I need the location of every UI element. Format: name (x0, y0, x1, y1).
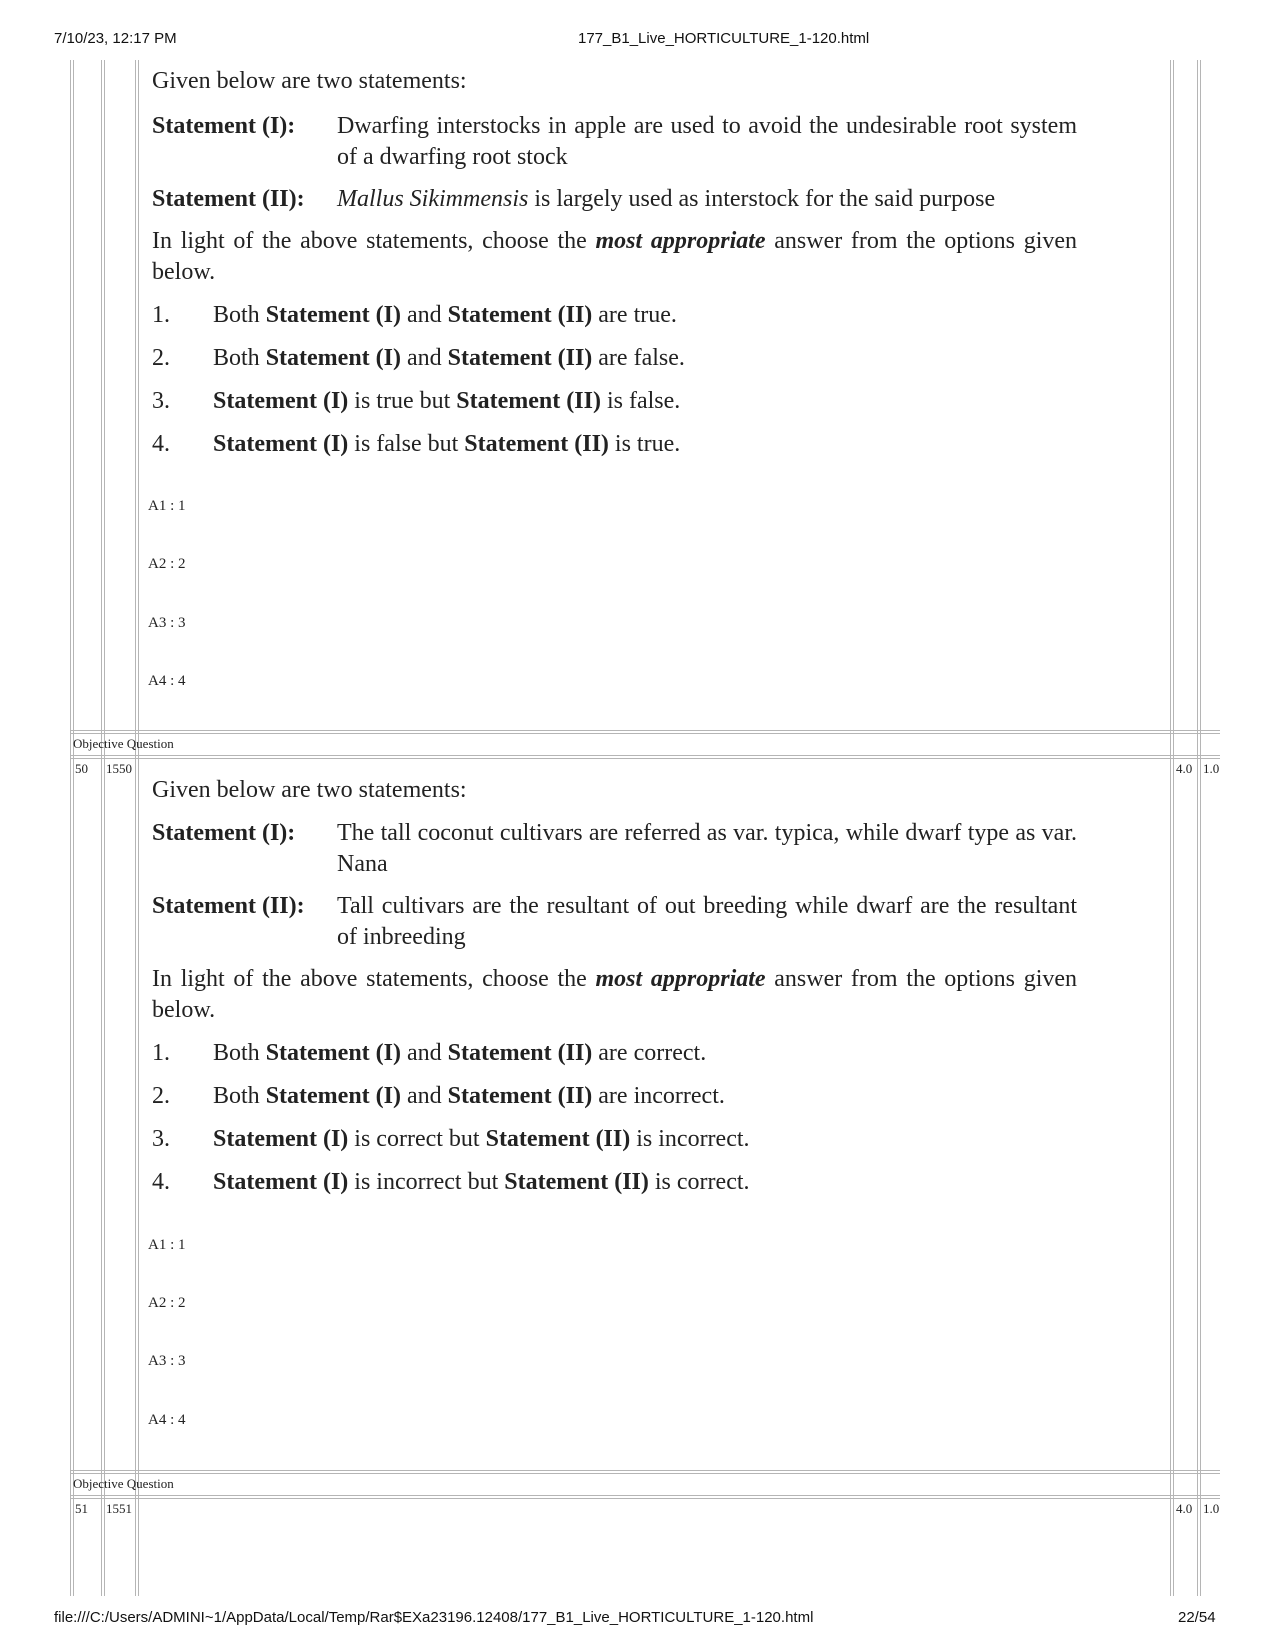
question-type-label: Objective Question (73, 736, 174, 751)
statement-2-label: Statement (II): (152, 186, 305, 212)
negative-marks: 1.0 (1203, 1501, 1220, 1516)
print-datetime: 7/10/23, 12:17 PM (54, 30, 177, 47)
negative-marks: 1.0 (1203, 761, 1220, 776)
question-type-label: Objective Question (73, 1476, 174, 1491)
answer-key-4: A4 : 4 (148, 673, 186, 689)
option-1: 1. Both Statement (I) and Statement (II) are true. (152, 302, 677, 328)
print-doc-title: 177_B1_Live_HORTICULTURE_1-120.html (578, 30, 870, 47)
question-number: 50 (75, 761, 88, 776)
question-prompt: In light of the above statements, choose the most appropriate answer from the options given below. (152, 966, 1078, 1023)
question-marks: 4.0 (1176, 1501, 1193, 1516)
statement-1-label: Statement (I): (152, 113, 296, 139)
option-4: 4. Statement (I) is false but Statement (II) is true. (152, 431, 681, 457)
option-1: 1. Both Statement (I) and Statement (II) are correct. (152, 1040, 707, 1066)
question-marks: 4.0 (1176, 761, 1193, 776)
option-2: 2. Both Statement (I) and Statement (II) are false. (152, 345, 685, 371)
question-intro: Given below are two statements: (152, 68, 467, 94)
statement-1-label: Statement (I): (152, 820, 296, 846)
statement-1-text: The tall coconut cultivars are referred as var. typica, while dwarf type as var. Nana (337, 820, 1077, 877)
option-3: 3. Statement (I) is true but Statement (II) is false. (152, 388, 681, 414)
page-number: 22/54 (1178, 1609, 1216, 1626)
question-id: 1551 (106, 1501, 132, 1516)
statement-2-text: Tall cultivars are the resultant of out breeding while dwarf are the resultant of inbreeding (337, 893, 1077, 950)
statement-2-label: Statement (II): (152, 893, 305, 919)
question-intro: Given below are two statements: (152, 777, 467, 803)
answer-key-4: A4 : 4 (148, 1412, 186, 1428)
answer-key-3: A3 : 3 (148, 1353, 186, 1369)
option-3: 3. Statement (I) is correct but Statement (II) is incorrect. (152, 1126, 750, 1152)
statement-1-text: Dwarfing interstocks in apple are used to avoid the undesirable root system of a dwarfing root stock (337, 113, 1077, 170)
question-prompt: In light of the above statements, choose the most appropriate answer from the options given below. (152, 228, 1078, 285)
answer-key-2: A2 : 2 (148, 1295, 186, 1311)
option-4: 4. Statement (I) is incorrect but Statement (II) is correct. (152, 1169, 750, 1195)
print-file-path: file:///C:/Users/ADMINI~1/AppData/Local/Temp/Rar$EXa23196.12408/177_B1_Live_HORTICULTURE_1-120.html (54, 1609, 814, 1626)
option-2: 2. Both Statement (I) and Statement (II) are incorrect. (152, 1083, 725, 1109)
statement-2-text: Mallus Sikimmensis is largely used as interstock for the said purpose (337, 186, 996, 212)
answer-key-3: A3 : 3 (148, 615, 186, 631)
species-name: Mallus Sikimmensis (337, 186, 529, 212)
question-id: 1550 (106, 761, 132, 776)
answer-key-2: A2 : 2 (148, 556, 186, 572)
answer-key-1: A1 : 1 (148, 1237, 186, 1253)
answer-key-1: A1 : 1 (148, 498, 186, 514)
question-number: 51 (75, 1501, 88, 1516)
